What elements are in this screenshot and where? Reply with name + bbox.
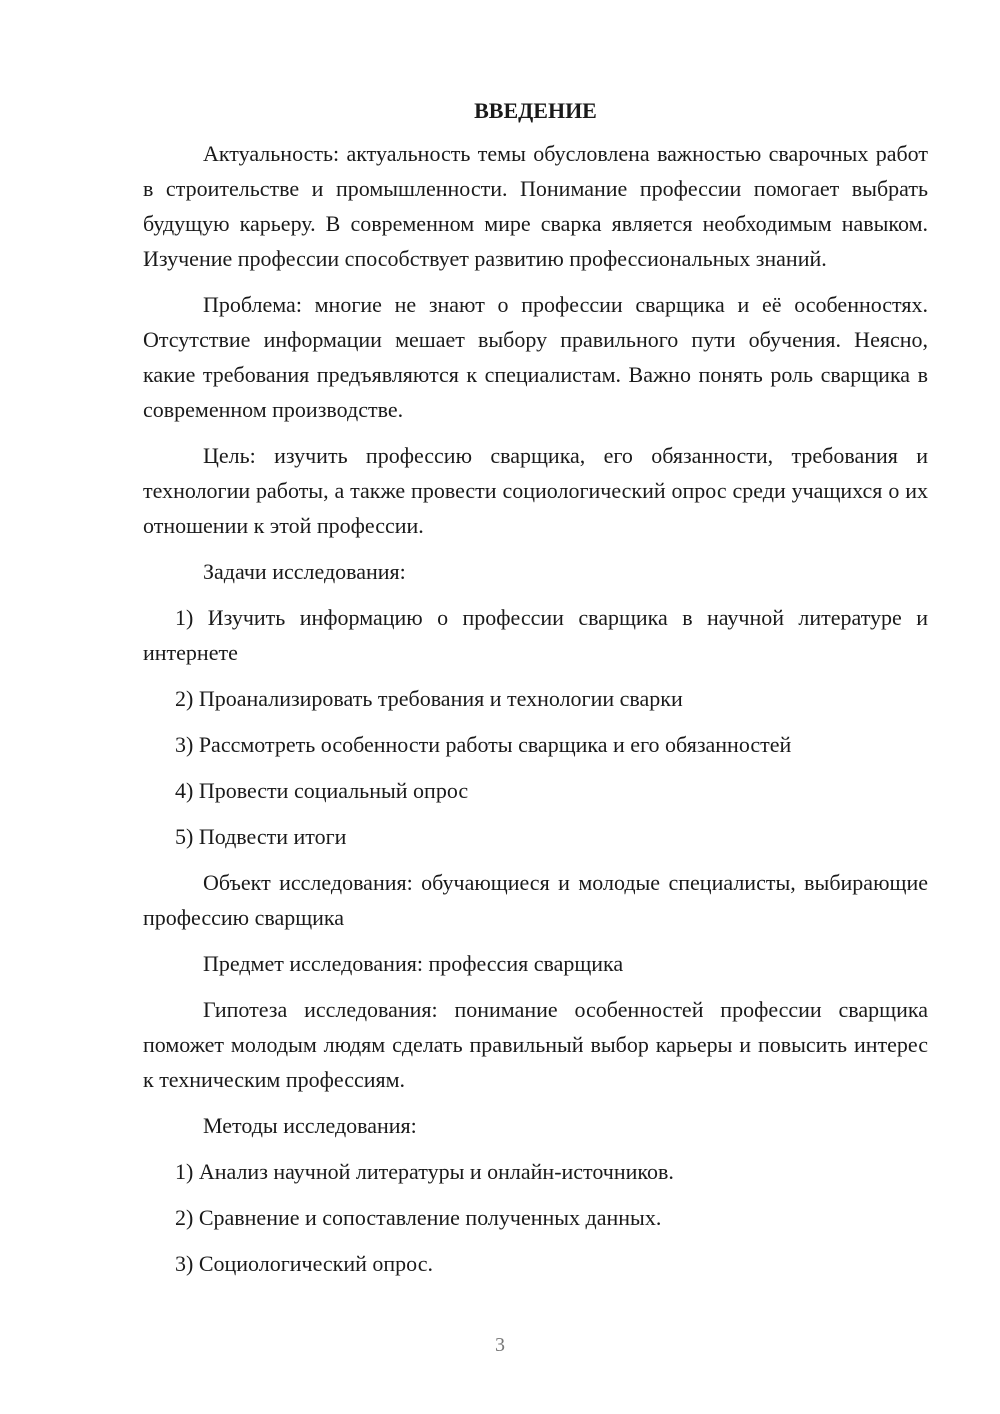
subject-paragraph: Предмет исследования: профессия сварщика xyxy=(203,951,624,976)
task-item: 3) Рассмотреть особенности работы сварщика и его обязанностей xyxy=(175,732,792,757)
goal-paragraph: Цель: изучить профессию сварщика, его обязанности, требования и технологии работы, а также провести социологический опрос среди учащихся о их отношении к этой профессии. xyxy=(143,443,928,538)
problem-paragraph: Проблема: многие не знают о профессии сварщика и её особенностях. Отсутствие информации мешает выбору правильного пути обучения. Неясно, какие требования предъявляются к специалистам. Важно понять роль сварщика в современном производстве. xyxy=(143,292,928,422)
task-item: 5) Подвести итоги xyxy=(175,824,347,849)
document-page xyxy=(143,96,928,1281)
page-number: 3 xyxy=(495,1334,505,1356)
method-item: 2) Сравнение и сопоставление полученных данных. xyxy=(175,1205,662,1230)
relevance-paragraph: Актуальность: актуальность темы обусловлена важностью сварочных работ в строительстве и промышленности. Понимание профессии помогает выбрать будущую карьеру. В современном мире сварка является необходимым навыком. Изучение профессии способствует развитию профессиональных знаний. xyxy=(143,141,928,271)
task-item: 4) Провести социальный опрос xyxy=(175,778,469,803)
hypothesis-paragraph: Гипотеза исследования: понимание особенностей профессии сварщика поможет молодым людям сделать правильный выбор карьеры и повысить интерес к техническим профессиям. xyxy=(143,997,928,1092)
tasks-heading: Задачи исследования: xyxy=(203,559,406,584)
object-paragraph: Объект исследования: обучающиеся и молодые специалисты, выбирающие профессию сварщика xyxy=(143,870,928,930)
methods-heading: Методы исследования: xyxy=(203,1113,417,1138)
method-item: 3) Социологический опрос. xyxy=(175,1251,433,1276)
page-title: ВВЕДЕНИЕ xyxy=(474,98,597,123)
task-item: 1) Изучить информацию о профессии сварщика в научной литературе и интернете xyxy=(143,605,928,665)
task-item: 2) Проанализировать требования и технологии сварки xyxy=(175,686,683,711)
method-item: 1) Анализ научной литературы и онлайн-источников. xyxy=(175,1159,674,1184)
